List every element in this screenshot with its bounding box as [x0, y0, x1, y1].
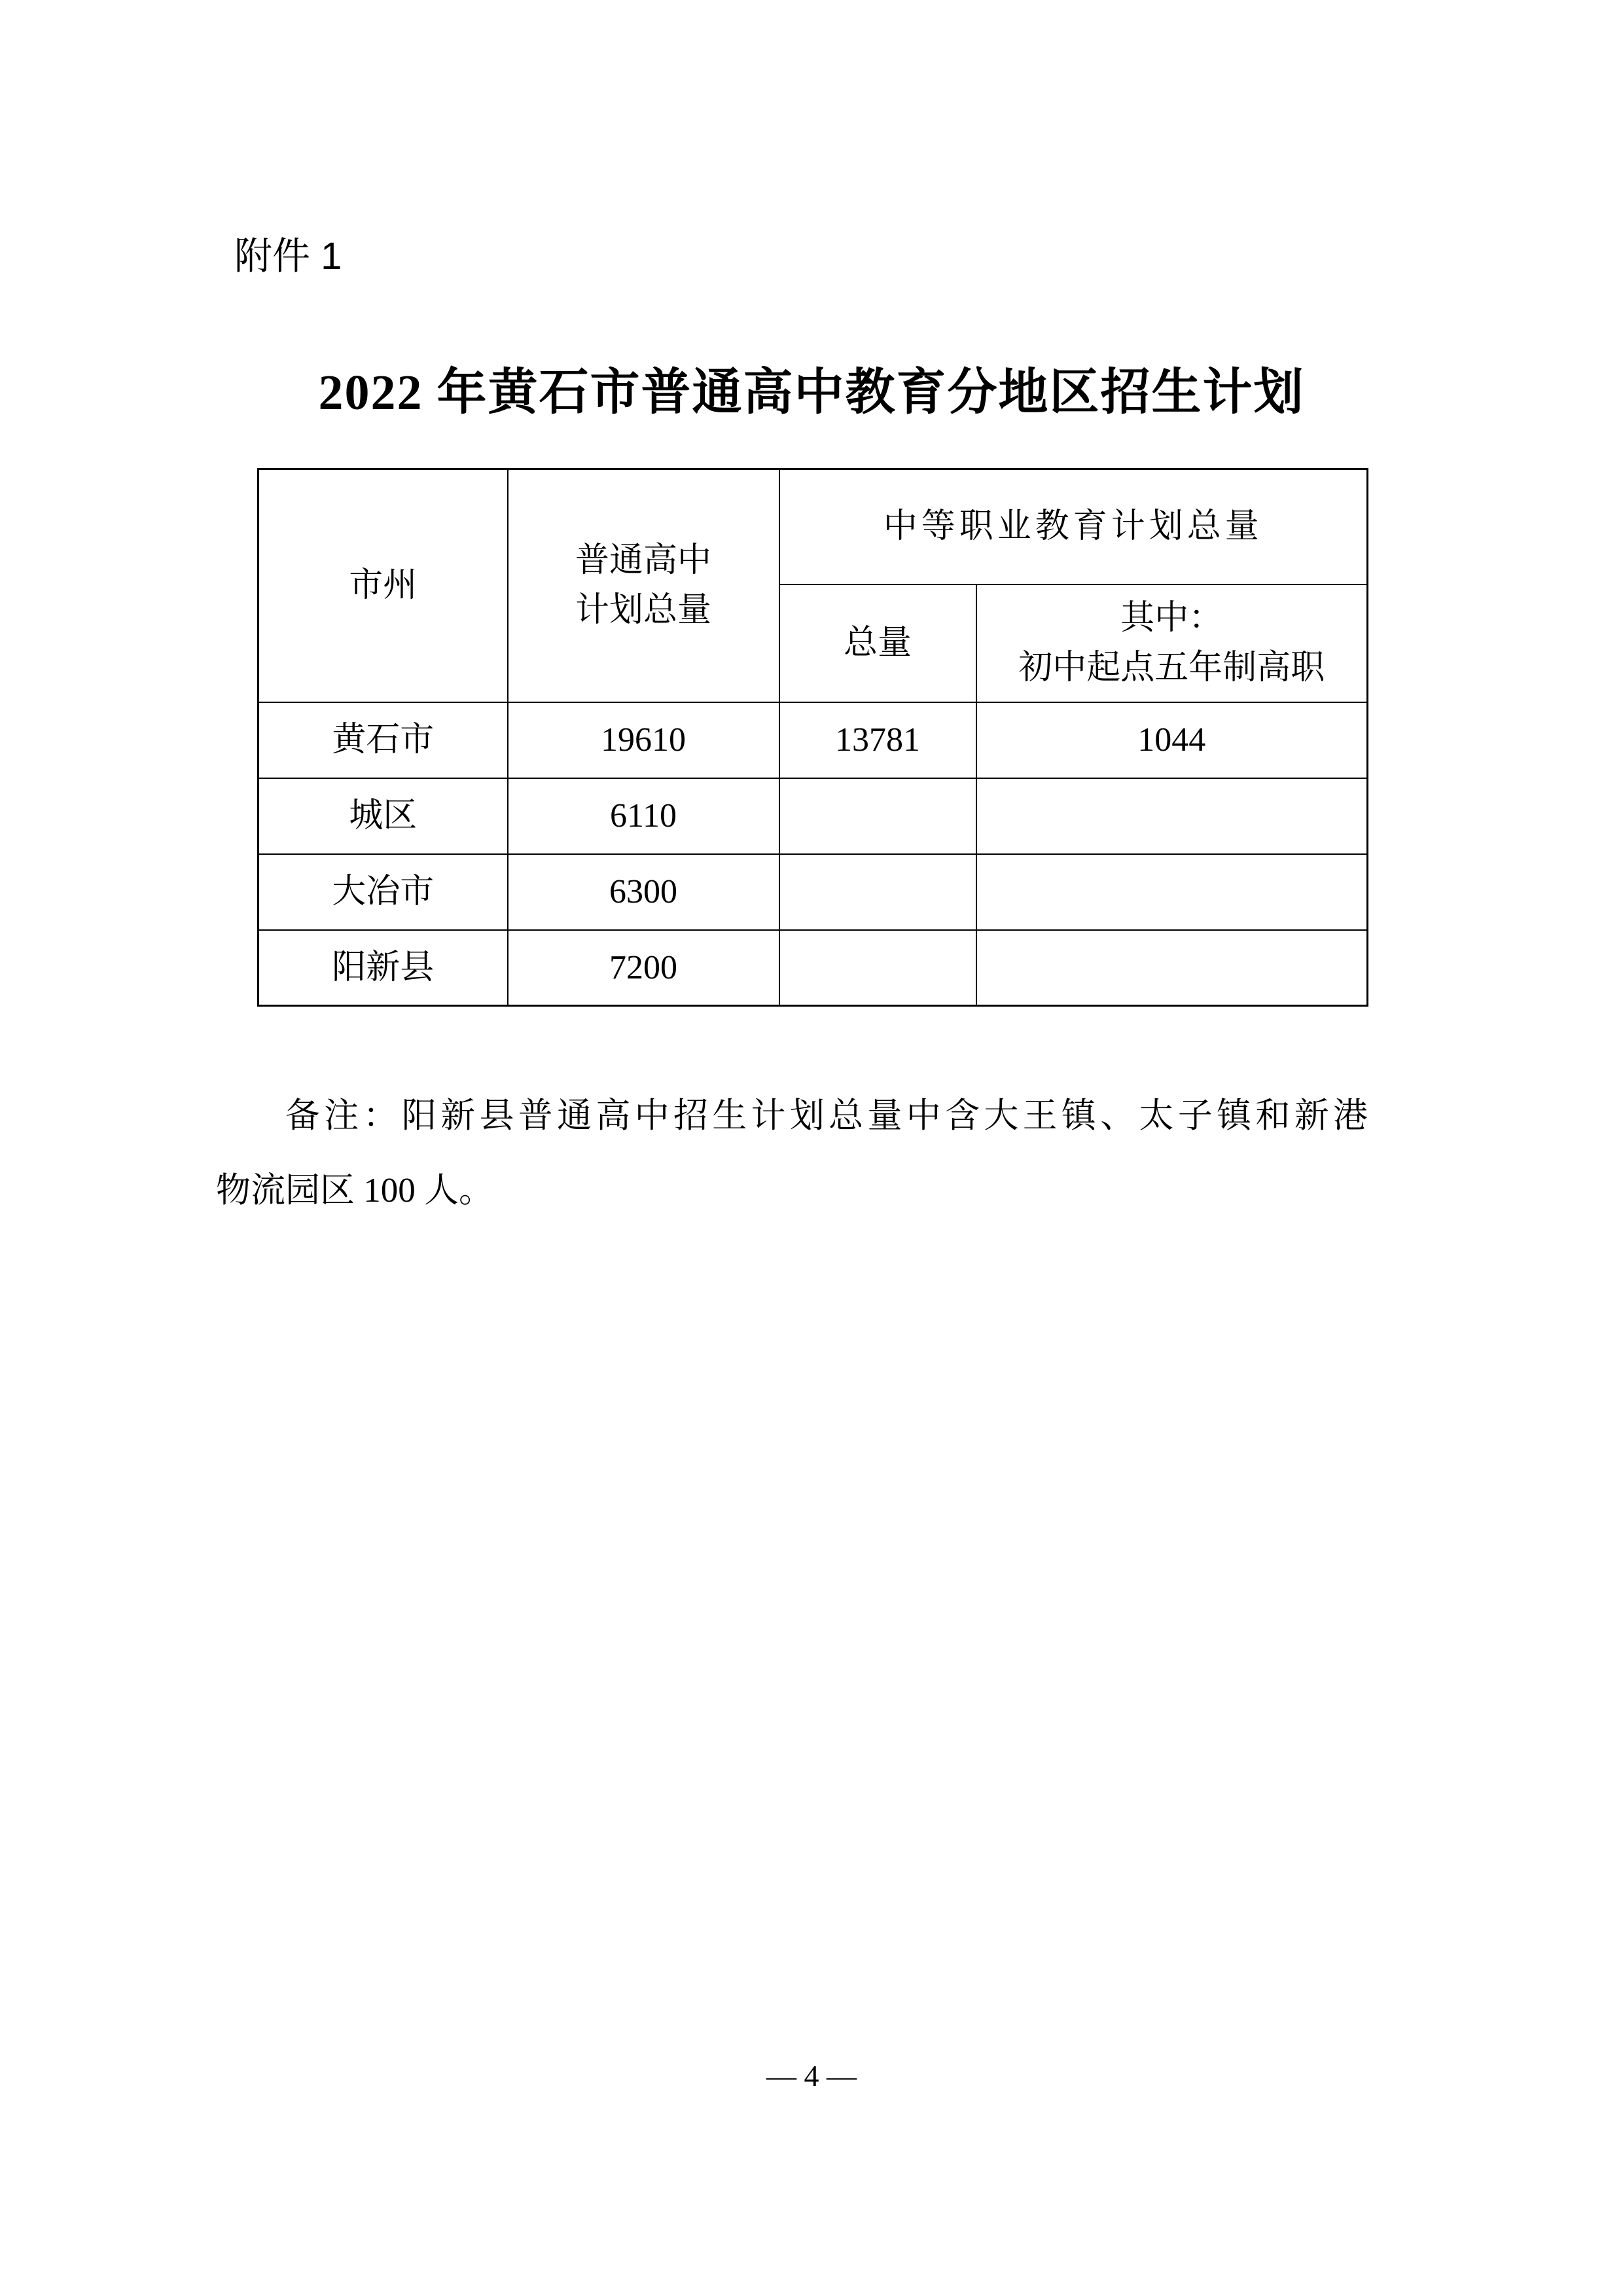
header-regular-hs-line1: 普通高中: [575, 542, 711, 580]
regular-cell: 7200: [508, 930, 779, 1006]
five-year-cell: [976, 930, 1368, 1006]
table-row: [259, 854, 1368, 930]
voc-total-cell: 13781: [779, 702, 976, 778]
header-five-year-line2: 初中起点五年制高职: [1018, 649, 1325, 687]
table-row: [259, 930, 1368, 1006]
voc-total-cell: [779, 930, 976, 1006]
footnote: [216, 1079, 1368, 1228]
header-vocational-group: 中等职业教育计划总量: [779, 469, 1368, 584]
attachment-label: 附件 1: [234, 235, 342, 278]
region-cell: 城区: [259, 778, 508, 854]
five-year-cell: 1044: [976, 702, 1368, 778]
page-title: 2022 年黄石市普通高中教育分地区招生计划: [318, 365, 1305, 420]
header-five-year-line1: 其中：: [1120, 600, 1223, 637]
region-cell: 阳新县: [259, 930, 508, 1006]
regular-cell: 19610: [508, 702, 779, 778]
table-row: [259, 778, 1368, 854]
header-row-1: [259, 469, 1368, 584]
region-cell: 大冶市: [259, 854, 508, 930]
enrollment-plan-table: [257, 468, 1368, 1007]
header-five-year: [976, 584, 1368, 702]
region-cell: 黄石市: [259, 702, 508, 778]
header-region: 市州: [259, 469, 508, 702]
voc-total-cell: [779, 854, 976, 930]
voc-total-cell: [779, 778, 976, 854]
page-number: — 4 —: [766, 2059, 857, 2092]
header-regular-hs: [508, 469, 779, 702]
five-year-cell: [976, 854, 1368, 930]
regular-cell: 6110: [508, 778, 779, 854]
table-row: [259, 702, 1368, 778]
footnote-line-2: 物流园区 100 人。: [216, 1172, 493, 1210]
header-vocational-total: 总量: [779, 584, 976, 702]
five-year-cell: [976, 778, 1368, 854]
footnote-line-1: 备注：阳新县普通高中招生计划总量中含大王镇、太子镇和新港: [285, 1097, 1368, 1135]
regular-cell: 6300: [508, 854, 779, 930]
header-regular-hs-line2: 计划总量: [575, 591, 711, 629]
